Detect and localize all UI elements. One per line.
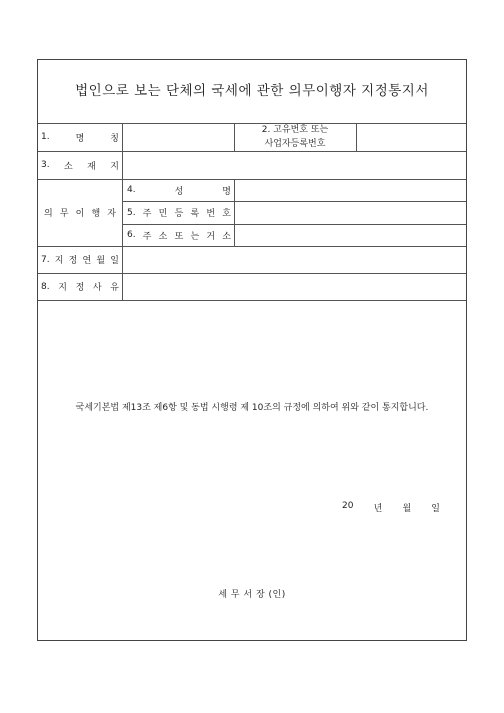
grid-line (122, 123, 123, 300)
designation-reason-label: 8. 지 정 사 유 (41, 281, 119, 293)
grid-line (38, 300, 466, 301)
obligor-address-label: 6. 주 소 또 는 거 소 (127, 230, 231, 242)
designation-date-label: 7. 지 정 연 월 일 (41, 254, 119, 266)
registration-number-label: 2. 고유번호 또는 사업자등록번호 (261, 125, 329, 149)
grid-line (356, 123, 357, 151)
name-label: 1. 명 칭 (41, 132, 119, 144)
tax-office-signature: 세 무 서 장 (인) (218, 590, 286, 600)
form-title: 법인으로 보는 단체의 국세에 관한 의무이행자 지정통지서 (75, 83, 429, 99)
grid-line (234, 179, 235, 246)
obligor-name-label: 4. 성 명 (127, 185, 231, 197)
notice-date: 20 년 월 일 (342, 501, 440, 514)
obligor-rrn-label: 5. 주 민 등 록 번 호 (127, 207, 231, 219)
notice-sentence: 국세기본법 제13조 제6항 및 동법 시행령 제 10조의 규정에 의하여 위와 같이 통지합니다. (75, 403, 429, 413)
obligor-label: 의 무 이 행 자 (44, 209, 116, 219)
location-label: 3. 소 재 지 (41, 160, 119, 172)
designation-notice-form (37, 59, 467, 641)
